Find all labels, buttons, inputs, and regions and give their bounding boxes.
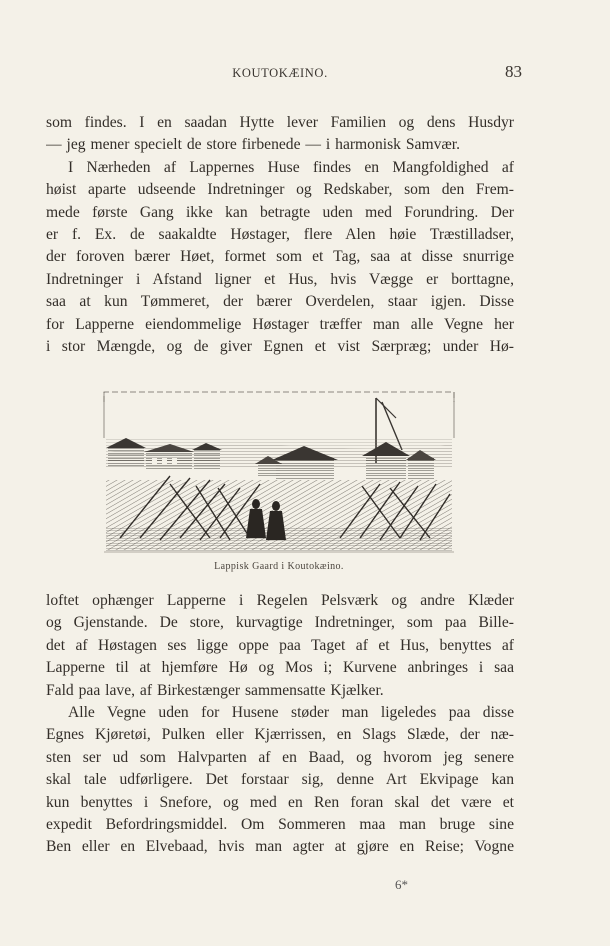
text-line: sten ser ud som Halvparten af en Baad, og hvorom jeg senere	[46, 748, 514, 766]
text-line: Fald paa lave, af Birkestænger sammensatte Kjælker.	[46, 681, 384, 699]
text-line: Lapperne til at hjemføre Hø og Mos i; Kurvene anbringes i saa	[46, 659, 514, 677]
text-line: er f. Ex. de saakaldte Høstager, flere Alen høie Træstilladser,	[46, 226, 514, 244]
text-line: for Lapperne eiendommelige Høstager træffer man alle Vegne her	[46, 315, 514, 333]
text-line: Egnes Kjøretøi, Pulken eller Kjærrissen, en Slags Slæde, der næ-	[46, 726, 514, 744]
top-paragraph	[46, 112, 514, 358]
engraving-figure	[100, 388, 458, 588]
bottom-paragraph	[46, 590, 514, 859]
running-head: KOUTOKÆINO.	[232, 66, 328, 80]
text-line: Alle Vegne uden for Husene støder man ligeledes paa disse	[68, 704, 514, 722]
text-line: kun benyttes i Snefore, og med en Ren foran skal det være et	[46, 793, 514, 811]
text-line: og Gjenstande. De store, kurvagtige Indretninger, som paa Bille-	[46, 614, 514, 632]
text-line: expedit Befordringsmiddel. Om Sommeren maa man bruge sine	[46, 816, 514, 834]
text-line: høist aparte udseende Indretninger og Redskaber, som den Frem-	[46, 181, 514, 199]
engraving-illustration	[100, 388, 458, 558]
text-line: det af Høstagen ses ligge oppe paa Taget af et Hus, benyttes af	[46, 636, 514, 654]
text-line: som findes. I en saadan Hytte lever Familien og dens Husdyr	[46, 114, 514, 131]
text-line: i stor Mængde, og de giver Egnen et vist Særpræg; under Hø-	[46, 338, 514, 356]
text-line: Indretninger i Afstand ligner et Hus, hvis Vægge er borttagne,	[46, 270, 514, 288]
page-number: 83	[505, 62, 522, 81]
text-line: — jeg mener specielt de store firbenede — i harmonisk Samvær.	[46, 136, 461, 154]
text-line: Ben eller en Elvebaad, hvis man agter at gjøre en Reise; Vogne	[46, 838, 514, 856]
text-line: mede første Gang ikke kan betragte uden med Forundring. Der	[46, 203, 514, 221]
text-line: I Nærheden af Lappernes Huse findes en Mangfoldighed af	[68, 158, 514, 176]
text-line: saa at kun Tømmeret, der bærer Overdelen, staar igjen. Disse	[46, 293, 514, 311]
text-line: der foroven bærer Høet, formet som et Tag, saa at disse snurrige	[46, 248, 514, 266]
text-line: skal tale udførligere. Det forstaar sig, denne Art Ekvipage kan	[46, 771, 514, 789]
figure-caption: Lappisk Gaard i Koutokæino.	[214, 561, 344, 572]
text-line: loftet ophænger Lapperne i Regelen Pelsværk og andre Klæder	[46, 592, 514, 609]
page-header	[46, 62, 522, 84]
signature-mark: 6*	[395, 877, 408, 892]
